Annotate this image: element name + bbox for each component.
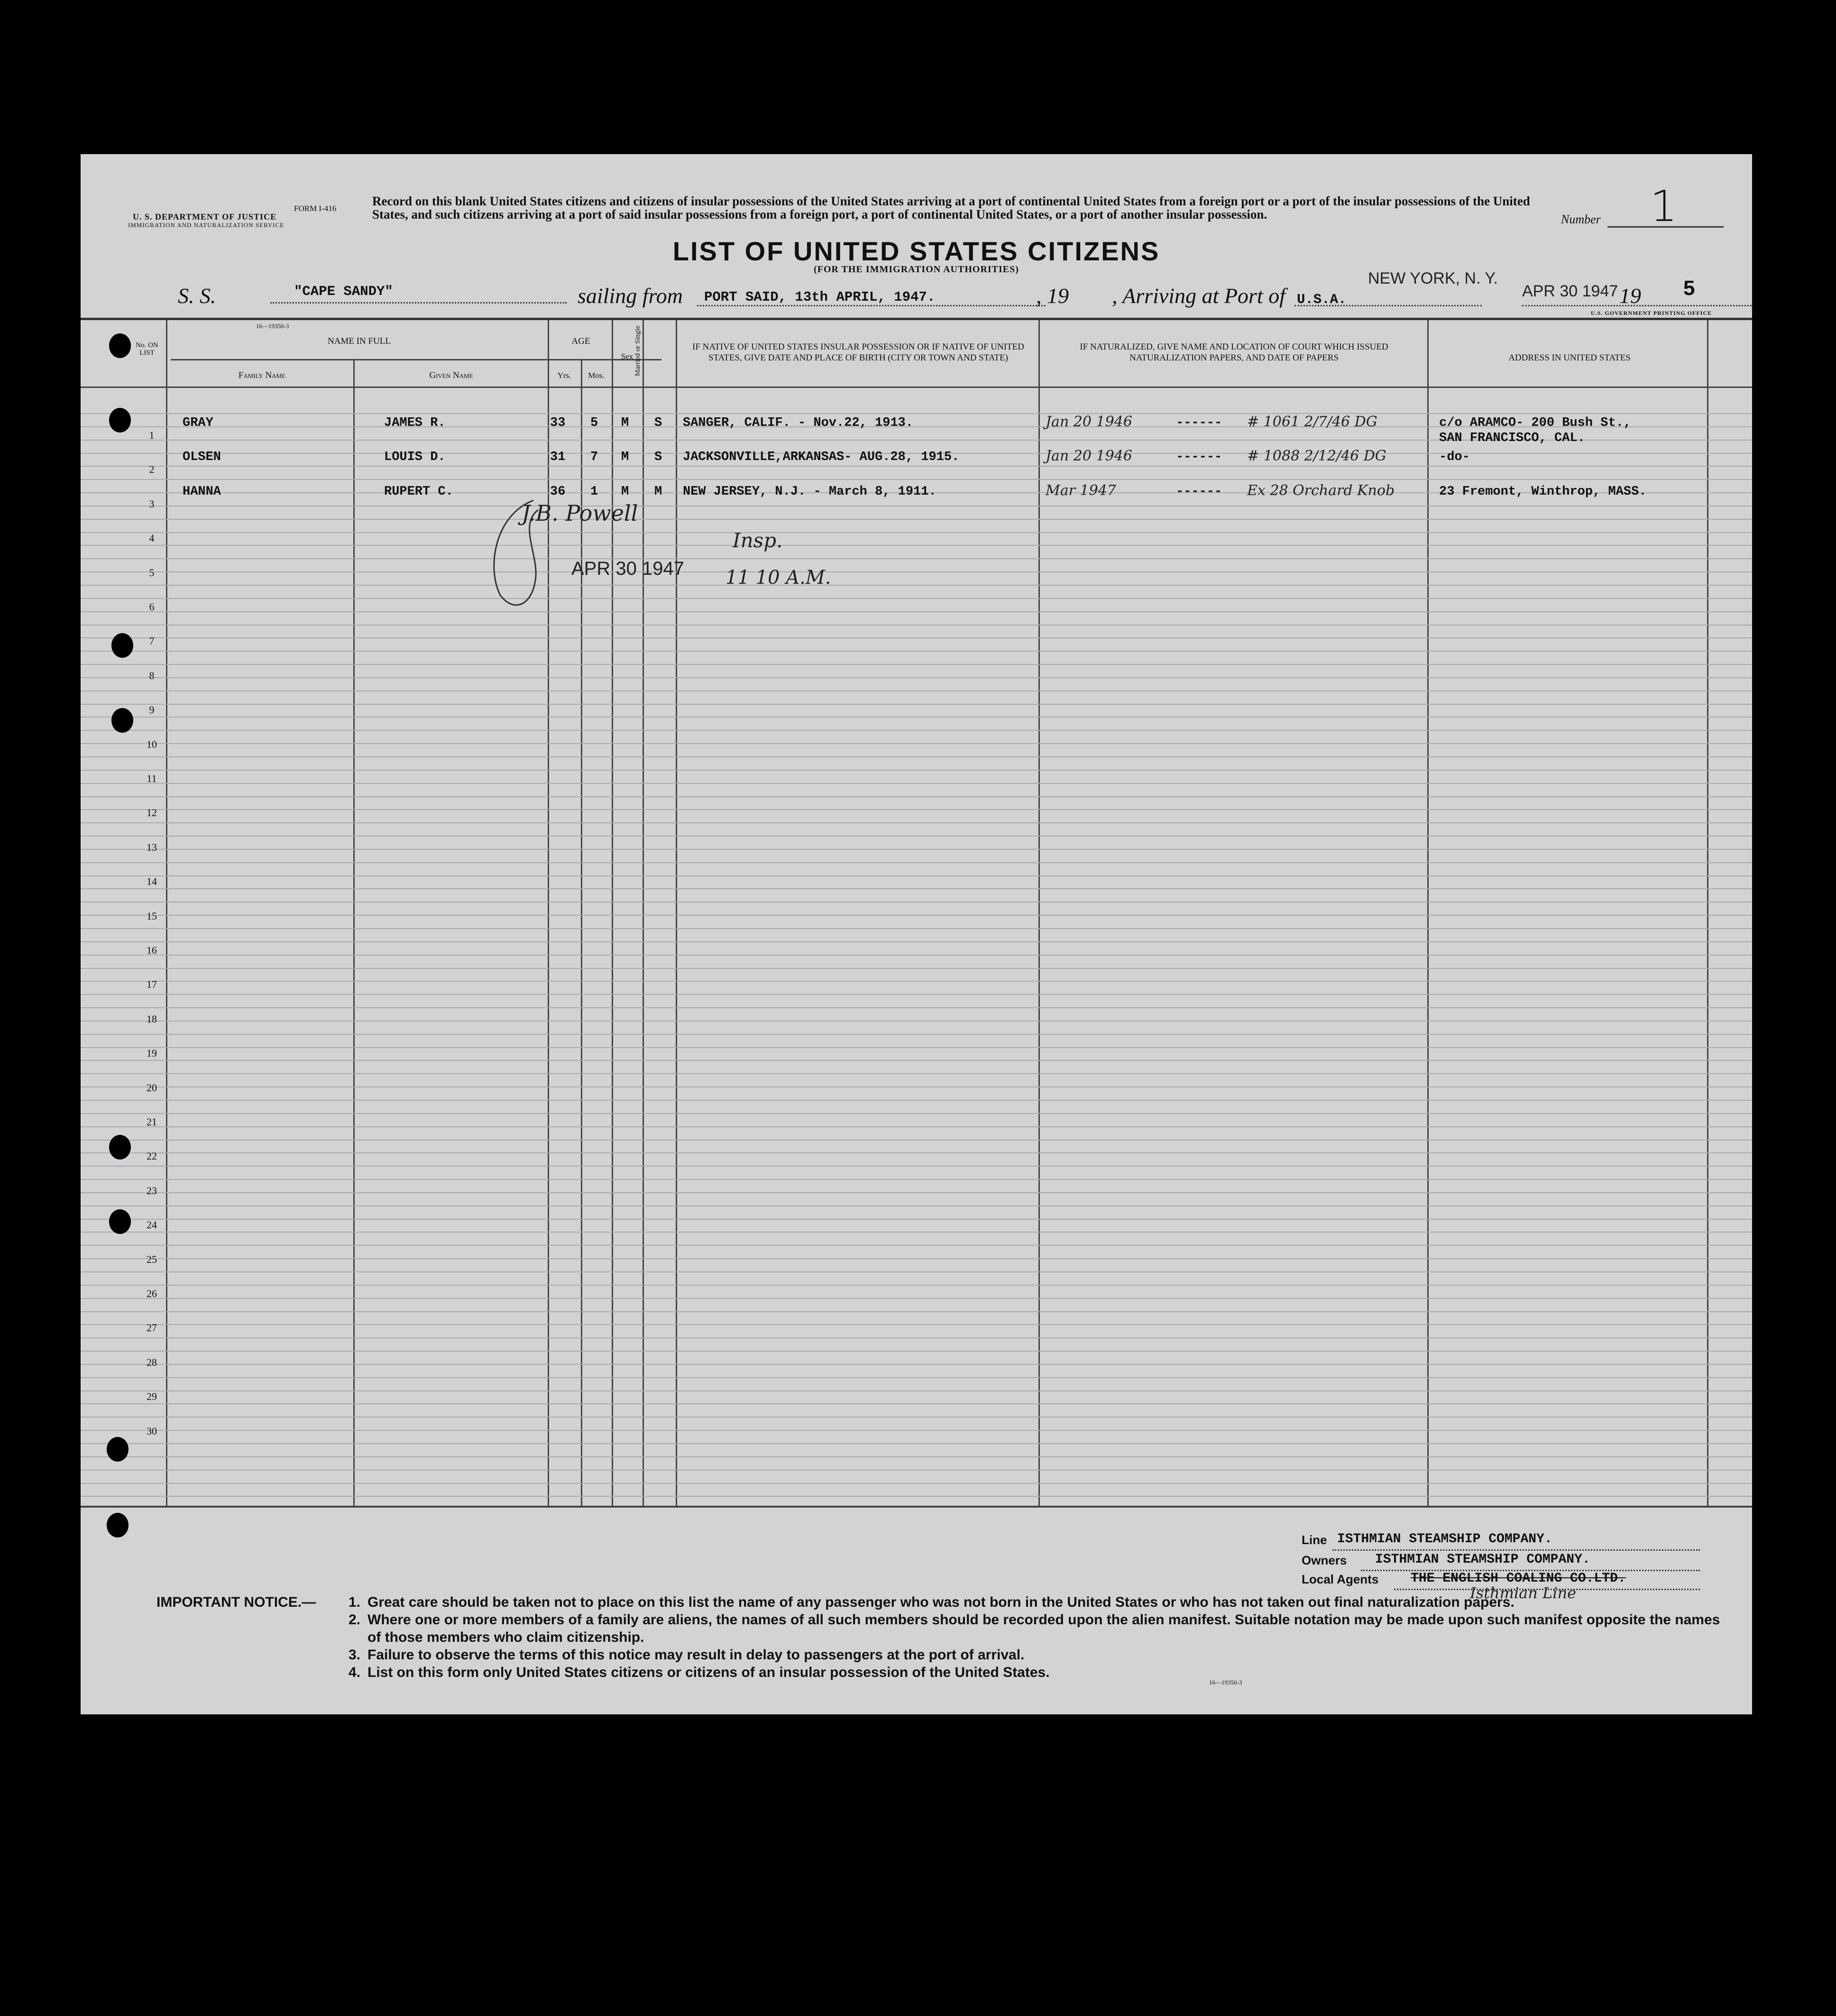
ruled-line	[81, 1219, 1752, 1220]
ruled-line	[81, 611, 1752, 612]
row-number: 12	[147, 807, 157, 819]
ruled-line	[81, 1311, 1752, 1312]
ruled-line	[81, 1443, 1752, 1444]
row-number: 17	[147, 978, 157, 991]
ruled-line	[81, 1126, 1752, 1127]
ruled-line	[81, 1179, 1752, 1180]
ruled-line	[81, 625, 1752, 626]
inspector-note: Insp.	[733, 529, 783, 552]
naturalization-dashes: ------	[1176, 484, 1222, 499]
ruled-line	[81, 637, 1752, 638]
sailing-label: sailing from	[578, 284, 683, 308]
page-number: 5	[1683, 276, 1695, 300]
header-address: ADDRESS IN UNITED STATES	[1508, 353, 1631, 363]
ruled-line	[81, 1152, 1752, 1153]
row-number: 11	[147, 773, 157, 784]
ruled-line	[81, 690, 1752, 691]
family-name: HANNA	[183, 484, 221, 499]
ruled-line	[81, 809, 1752, 810]
ss-label: S. S.	[178, 284, 216, 308]
row-number: 2	[149, 463, 155, 476]
binder-hole	[109, 1209, 131, 1234]
row-number: 4	[149, 532, 155, 544]
arriving-label: , Arriving at Port of	[1112, 284, 1285, 308]
ruled-line	[81, 717, 1752, 718]
port-stamp: NEW YORK, N. Y.	[1368, 269, 1498, 287]
row-number: 29	[147, 1390, 157, 1403]
owners-value: ISTHMIAN STEAMSHIP COMPANY.	[1375, 1552, 1590, 1567]
line-underline	[1332, 1549, 1700, 1551]
ruled-line	[81, 664, 1752, 665]
list-number: 1	[1650, 182, 1678, 231]
ruled-line	[81, 532, 1752, 533]
year-label-2: 19	[1619, 284, 1641, 308]
binder-hole	[109, 408, 131, 433]
ruled-line	[81, 598, 1752, 599]
row-number: 5	[149, 566, 155, 579]
address: -do-	[1439, 450, 1470, 465]
age-months: 1	[590, 484, 598, 499]
marital-status: S	[654, 450, 662, 465]
arrival-port: U.S.A.	[1297, 292, 1347, 307]
binder-hole	[111, 633, 133, 658]
ruled-line	[81, 1470, 1752, 1471]
header-naturalized: IF NATURALIZED, GIVE NAME AND LOCATION OF COURT WHICH ISSUED NATURALIZATION PAPERS, AND DATE OF PAPERS	[1080, 342, 1388, 363]
row-number: 19	[147, 1047, 157, 1059]
row-number: 18	[147, 1013, 157, 1025]
ruled-line	[81, 796, 1752, 797]
ruled-line	[81, 770, 1752, 771]
year-label: , 19	[1036, 284, 1069, 308]
row-number: 22	[147, 1150, 157, 1162]
notice-list	[349, 1593, 1735, 1681]
page-subtitle: (FOR THE IMMIGRATION AUTHORITIES)	[814, 264, 1019, 275]
ruled-line	[81, 677, 1752, 678]
row-number: 16	[147, 944, 157, 956]
ruled-line	[81, 1100, 1752, 1101]
form-number: FORM I-416	[294, 204, 337, 213]
header-age: AGE	[571, 336, 590, 346]
certificate-note-handwritten: # 1061 2/7/46 DG	[1247, 414, 1377, 430]
ruled-line	[81, 756, 1752, 757]
inspection-time: 11 10 A.M.	[725, 567, 831, 589]
sex: M	[621, 450, 629, 465]
ruled-line	[81, 1021, 1752, 1022]
print-code-top: 16—19350-3	[256, 322, 289, 330]
header-yrs: Yrs.	[557, 371, 571, 380]
printer-note: U.S. GOVERNMENT PRINTING OFFICE	[1591, 310, 1712, 316]
row-number: 7	[149, 635, 155, 647]
header-given-name: Given Name	[429, 370, 473, 380]
binder-hole	[109, 333, 131, 358]
ruled-line	[81, 1271, 1752, 1272]
owners-label: Owners	[1302, 1553, 1347, 1567]
table-top-rule	[81, 318, 1752, 320]
ruled-line	[81, 994, 1752, 995]
notice-item: 4. List on this form only United States citizens or citizens of an insular possession of the United States.	[349, 1665, 1050, 1680]
row-number: 21	[147, 1116, 157, 1128]
age-years: 31	[550, 450, 566, 465]
binder-hole	[107, 1437, 129, 1462]
family-name: GRAY	[183, 416, 213, 430]
ruled-line	[81, 1060, 1752, 1061]
ruled-line	[81, 1140, 1752, 1141]
port-line	[1294, 305, 1482, 306]
row-number: 3	[149, 497, 155, 510]
col-divider	[612, 320, 613, 1506]
header-mos: Mos.	[588, 371, 605, 380]
ruled-line	[81, 928, 1752, 929]
header-bottom-rule	[81, 387, 1752, 388]
sex: M	[621, 416, 629, 430]
line-label: Line	[1302, 1533, 1327, 1547]
ruled-line	[81, 1034, 1752, 1035]
department-label: U. S. DEPARTMENT OF JUSTICE	[133, 212, 277, 221]
certificate-note-handwritten: # 1088 2/12/46 DG	[1247, 448, 1386, 465]
ruled-line	[81, 743, 1752, 744]
ruled-line	[81, 1192, 1752, 1193]
ruled-line	[81, 1456, 1752, 1457]
agents-underline	[1394, 1589, 1700, 1590]
notice-label: IMPORTANT NOTICE.—	[156, 1594, 316, 1610]
ruled-line	[81, 1417, 1752, 1418]
ruled-line	[81, 1007, 1752, 1008]
notice-item: 1. Great care should be taken not to place on this list the name of any passenger who was not born in the United States or who has not taken out final naturalization papers.	[349, 1594, 1515, 1610]
row-number: 14	[147, 875, 157, 888]
ruled-line	[81, 1337, 1752, 1338]
naturalization-date-handwritten: Jan 20 1946	[1046, 414, 1132, 430]
certificate-note-handwritten: Ex 28 Orchard Knob	[1247, 482, 1395, 499]
ruled-line	[81, 1377, 1752, 1378]
ruled-line	[81, 704, 1752, 705]
binder-hole	[107, 1513, 129, 1537]
row-number: 25	[147, 1253, 157, 1265]
row-number: 13	[147, 841, 157, 853]
col-divider	[353, 359, 355, 1506]
row-number: 30	[147, 1425, 157, 1437]
given-name: LOUIS D.	[384, 450, 446, 465]
ruled-line	[81, 915, 1752, 916]
agents-value: THE ENGLISH COALING CO.LTD.	[1411, 1571, 1626, 1586]
header-native: IF NATIVE OF UNITED STATES INSULAR POSSESSION OR IF NATIVE OF UNITED STATES, GIVE DATE AND PLACE OF BIRTH (CITY OR TOWN AND STATE)	[692, 342, 1024, 363]
ruled-line	[81, 651, 1752, 652]
page-title: LIST OF UNITED STATES CITIZENS	[672, 236, 1160, 266]
row-number: 20	[147, 1081, 157, 1094]
agents-label: Local Agents	[1302, 1572, 1379, 1586]
important-notice	[156, 1593, 1735, 1681]
line-value: ISTHMIAN STEAMSHIP COMPANY.	[1337, 1532, 1552, 1547]
marital-status: M	[654, 484, 662, 499]
ruled-line	[81, 519, 1752, 520]
birth-place-date: JACKSONVILLE,ARKANSAS- AUG.28, 1915.	[683, 450, 960, 465]
age-years: 36	[550, 484, 566, 499]
ruled-line	[81, 1324, 1752, 1325]
row-number: 9	[149, 704, 155, 716]
ruled-line	[81, 941, 1752, 942]
service-label: IMMIGRATION AND NATURALIZATION SERVICE	[128, 221, 285, 229]
ruled-line	[81, 730, 1752, 731]
ruled-line	[81, 1364, 1752, 1365]
address-line-2: SAN FRANCISCO, CAL.	[1439, 431, 1585, 445]
header-sex: Sex	[621, 352, 633, 361]
col-divider	[1427, 320, 1429, 1506]
row-number: 6	[149, 601, 155, 613]
birth-place-date: NEW JERSEY, N.J. - March 8, 1911.	[683, 484, 936, 499]
age-months: 7	[590, 450, 598, 465]
ruled-line	[81, 836, 1752, 837]
ruled-line	[81, 875, 1752, 876]
header-no: No. ON LIST	[136, 341, 158, 357]
intro-text: Record on this blank United States citizens and citizens of insular possessions of the United States arriving at a port of continental United States from a foreign port or a port of the insular possessions of the United States, and such citizens arriving at a port of said insular possessions from a foreign port, a port of continental United States, or a port of another insular possession.	[372, 194, 1530, 221]
header-name-in-full: NAME IN FULL	[328, 336, 391, 346]
ruled-line	[81, 585, 1752, 586]
ruled-line	[81, 1483, 1752, 1484]
marital-status: S	[654, 416, 662, 430]
ruled-line	[81, 822, 1752, 823]
print-code-bottom: 16—19350-3	[1209, 1679, 1242, 1686]
ruled-line	[81, 413, 1752, 414]
address: c/o ARAMCO- 200 Bush St.,	[1439, 416, 1632, 430]
sex: M	[621, 484, 629, 499]
given-name: JAMES R.	[384, 416, 446, 430]
row-number: 10	[147, 738, 157, 750]
ship-line	[270, 302, 567, 304]
ruled-line	[81, 1285, 1752, 1286]
col-divider	[1038, 320, 1040, 1506]
ruled-line	[81, 1298, 1752, 1299]
row-number: 1	[149, 429, 155, 441]
sailing-line	[697, 305, 1046, 306]
ruled-line	[81, 558, 1752, 559]
table-bottom-rule	[81, 1506, 1752, 1508]
family-name: OLSEN	[183, 450, 221, 465]
header-family-name: Family Name	[238, 370, 286, 380]
age-years: 33	[550, 416, 566, 430]
ruled-line	[81, 479, 1752, 480]
age-months: 5	[590, 416, 598, 430]
row-number: 23	[147, 1184, 157, 1197]
ruled-line	[81, 888, 1752, 889]
col-divider	[676, 320, 677, 1506]
sailing-from: PORT SAID, 13th APRIL, 1947.	[704, 289, 936, 305]
naturalization-dashes: ------	[1176, 416, 1222, 430]
agents-handwritten: Isthmian Line	[1470, 1584, 1576, 1602]
notice-item: 3. Failure to observe the terms of this notice may result in delay to passengers at the port of arrival.	[349, 1647, 1025, 1663]
ruled-line	[81, 955, 1752, 956]
ruled-line	[81, 1390, 1752, 1391]
manifest-sheet	[81, 154, 1752, 1714]
arrival-date-stamp: APR 30 1947	[1522, 282, 1618, 300]
ruled-line	[81, 862, 1752, 863]
ruled-line	[81, 1113, 1752, 1114]
ruled-line	[81, 1047, 1752, 1048]
number-label: Number	[1561, 212, 1601, 226]
name-subheader-rule	[171, 359, 628, 360]
binder-hole	[111, 708, 133, 733]
ruled-line	[81, 571, 1752, 572]
ruled-line	[81, 1258, 1752, 1259]
naturalization-date-handwritten: Jan 20 1946	[1046, 448, 1132, 465]
row-number: 27	[147, 1322, 157, 1334]
naturalization-dashes: ------	[1176, 450, 1222, 465]
ruled-line	[81, 968, 1752, 969]
notice-item: 2. Where one or more members of a family are aliens, the names of all such members should be recorded upon the alien manifest. Suitable notation may be made upon such manifest opposite the names of those members who claim citizenship.	[349, 1612, 1720, 1645]
ruled-line	[81, 466, 1752, 467]
binder-hole	[109, 1135, 131, 1160]
ruled-line	[81, 1086, 1752, 1087]
ruled-line	[81, 849, 1752, 850]
ruled-line	[81, 545, 1752, 546]
inspection-date-stamp: APR 30 1947	[571, 558, 684, 579]
header-married: Married or Single	[634, 325, 642, 377]
inspector-signature: J.B. Powell	[522, 500, 638, 526]
row-number: 26	[147, 1288, 157, 1299]
col-divider	[1707, 320, 1708, 1506]
given-name: RUPERT C.	[384, 484, 453, 499]
ship-name: "CAPE SANDY"	[294, 284, 393, 299]
row-number: 15	[147, 910, 157, 922]
date-line	[1522, 305, 1752, 306]
ruled-line	[81, 1232, 1752, 1233]
ruled-line	[81, 1166, 1752, 1167]
ruled-line	[81, 1403, 1752, 1404]
ruled-line	[81, 1351, 1752, 1352]
naturalization-date-handwritten: Mar 1947	[1046, 482, 1116, 499]
ruled-line	[81, 1430, 1752, 1431]
col-divider	[643, 320, 644, 1506]
row-number: 8	[149, 669, 155, 681]
birth-place-date: SANGER, CALIF. - Nov.22, 1913.	[683, 416, 914, 430]
ruled-line	[81, 1245, 1752, 1246]
ruled-line	[81, 783, 1752, 784]
row-number: 24	[147, 1219, 157, 1231]
ruled-line	[81, 981, 1752, 982]
address: 23 Fremont, Winthrop, MASS.	[1439, 484, 1647, 499]
ruled-line	[81, 1073, 1752, 1074]
ruled-line	[81, 1496, 1752, 1497]
row-number: 28	[147, 1356, 157, 1368]
